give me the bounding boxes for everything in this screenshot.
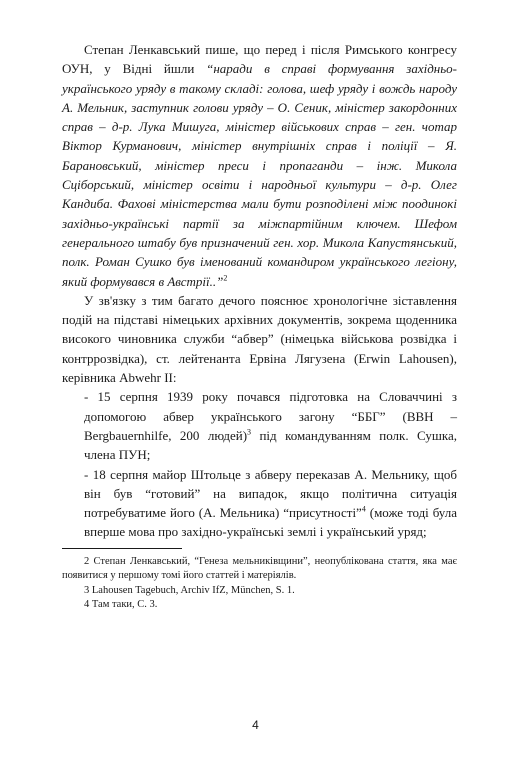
page-body: [62, 40, 457, 613]
footnote-2: 2 Степан Ленкавський, “Генеза мельниківщини”, неопублікована стаття, яка має появитися у першому томі його статтей і матеріялів.: [62, 555, 457, 582]
footnote-ref-3: 3: [247, 427, 252, 437]
quotation: “наради в справі формування західньо-українського уряду в такому складі: голова, шеф уряду і вождь народу А. Мельник, заступник голови уряду – О. Сеник, міністер закордонних справ – д-р. Лука Мишуга, міністер військових справ – ген. чотар Віктор Курманович, міністер внутрішніх справ і поліції – Я. Барановський, міністер преси і пропаганди – інж. Микола Сціборський, міністер освіти і народньої культури – д-р. Олег Кандиба. Фахові міністерства мали бути розподілені між поодинокі західньо-українські партії за міжпартійним ключем. Шефом генерального штабу був призначений ген. хор. Микола Капустянський, полк. Роман Сушко був іменований командиром українського легіону, який формувався в Австрії..”: [62, 61, 457, 289]
footnote-3: 3 Lahousen Tagebuch, Archiv IfZ, München, S. 1.: [84, 584, 295, 596]
list-item-2-text: - 18 серпня майор Штольце з абверу переказав А. Мельнику, щоб він був “готовий” на випадок, якщо політична ситуація потребуватиме його (А. Мельника) “присутності”: [84, 466, 457, 521]
footnote-ref-2: 2: [223, 273, 228, 283]
list-item-1-tail: під командуванням полк. Сушка, члена ПУН;: [84, 427, 458, 463]
footnote-4: 4 Там таки, С. 3.: [84, 599, 158, 611]
paragraph-1: [62, 40, 457, 291]
list-item-1: [62, 387, 457, 464]
paragraph-1-lead: Степан Ленкавський пише, що перед і після Римського конгресу ОУН, у Відні йшли: [62, 42, 457, 77]
list-item-2: [62, 465, 457, 542]
list-item-2-tail: (може тоді була вперше мова про західно-українські землі і український уряд;: [84, 505, 457, 540]
list-item-1-text: - 15 серпня 1939 року почався підготовка на Словаччині з допомогою абвер українського загону “ББГ” (ВВН – Bergbauernhilfe, 200 людей): [84, 389, 457, 443]
footnote-ref-4: 4: [361, 504, 366, 514]
footnote-divider: [62, 548, 182, 549]
page-number: 4: [252, 718, 259, 732]
paragraph-2: У зв'язку з тим багато дечого пояснює хронологічне зіставлення подій на підставі німецьких архівних документів, зокрема щоденника високого чиновника служби “абвер” (німецька військова розвідка і контррозвідка), ст. лейтенанта Ервіна Лягузена (Erwin Lahousen), керівника Abwehr II:: [62, 292, 457, 386]
